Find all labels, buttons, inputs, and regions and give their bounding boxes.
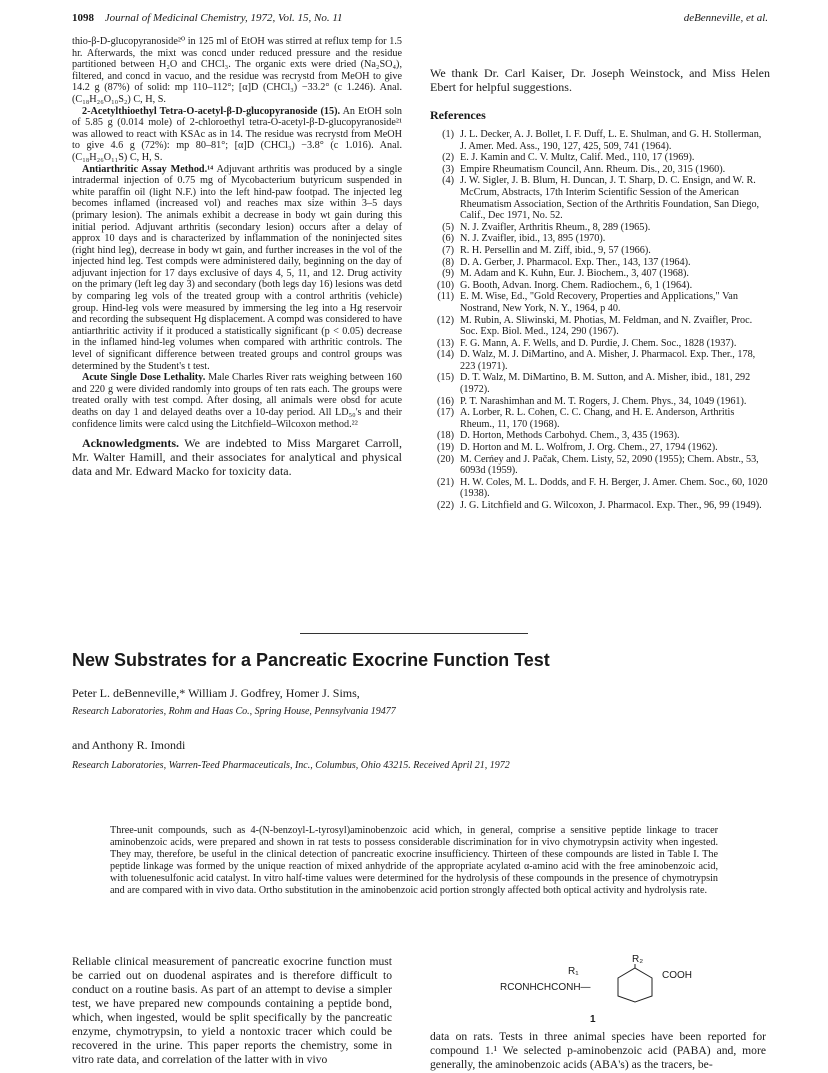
reference-text: M. Rubin, A. Sliwinski, M. Photias, M. Feldman, and N. Zvaifler, Proc. Soc. Exp. Biol. Med., 124, 290 (1967). <box>460 314 753 338</box>
reference-number: (2) <box>442 152 454 164</box>
experimental-paragraph: thio-β-D-glucopyranoside²⁰ in 125 ml of EtOH was stirred at reflux temp for 1.5 hr. Afterwards, the mixt was concd under reduced pressure and the residue partitioned between H₂O and CHCl₃. The organic exts were dried (Na₂SO₄), filtered, and concd in vacuo, and the residue was recrystd from MeOH to give 14.2 g (87%) of solid: mp 110–112°; [α]D (CHCl₃) −33.2° (c 1.246). Anal. (C₁₈H₂₆O₁₀S₂) C, H, S. <box>72 36 402 105</box>
affiliation-1: Research Laboratories, Rohm and Haas Co., Spring House, Pennsylvania 19477 <box>72 706 396 717</box>
page-header <box>72 12 768 28</box>
section-heading: 2-Acetylthioethyl Tetra-O-acetyl-β-D-glucopyranoside (15). <box>82 105 341 117</box>
journal-citation: Journal of Medicinal Chemistry, 1972, Vol. 15, No. 11 <box>104 12 343 24</box>
reference-item <box>430 129 770 152</box>
left-column <box>72 36 402 478</box>
reference-item <box>430 280 770 292</box>
reference-text: J. L. Decker, A. J. Bollet, I. F. Duff, L. E. Shulman, and G. H. Stollerman, J. Amer. Med. Ass., 190, 127, 425, 509, 741 (1964). <box>460 129 762 152</box>
reference-text: H. W. Coles, M. L. Dodds, and F. H. Berger, J. Amer. Chem. Soc., 60, 1020 (1938). <box>460 476 768 500</box>
reference-text: D. Horton and M. L. Wolfrom, J. Org. Chem., 27, 1794 (1962). <box>460 442 718 454</box>
reference-text: E. M. Wise, Ed., "Gold Recovery, Properties and Applications," Van Nostrand, New York, N. Y., 1964, p 40. <box>460 291 738 314</box>
reference-item <box>430 407 770 430</box>
reference-number: (6) <box>442 233 454 245</box>
reference-number: (15) <box>437 372 454 384</box>
references-heading: References <box>430 108 486 122</box>
thanks-text: We thank Dr. Carl Kaiser, Dr. Joseph Weinstock, and Miss Helen Ebert for helpful suggestions. <box>430 66 770 94</box>
reference-number: (5) <box>442 221 454 233</box>
section-divider <box>300 633 528 634</box>
structure-formula: RCONHCHCONH— <box>500 982 591 993</box>
reference-item <box>430 338 770 350</box>
structure-r2: R₂ <box>632 954 644 965</box>
reference-number: (17) <box>437 407 454 419</box>
reference-text: D. Walz, M. J. DiMartino, and A. Misher, J. Pharmacol. Exp. Ther., 178, 223 (1971). <box>460 349 756 372</box>
affiliation-2: Research Laboratories, Warren-Teed Pharmaceuticals, Inc., Columbus, Ohio 43215. Received April 21, 1972 <box>72 760 510 771</box>
reference-item <box>430 315 770 338</box>
reference-text: J. W. Sigler, J. B. Blum, H. Duncan, J. T. Sharp, D. C. Ensign, and W. R. McCrum, Abstracts, 17th Interim Scientific Session of the American Rheumatism Association, Section of the Arthritis Foundation, San Diego, Calif., Dec 1971, No. 52. <box>460 175 760 222</box>
article-title: New Substrates for a Pancreatic Exocrine Function Test <box>72 650 550 670</box>
reference-item <box>430 430 770 442</box>
reference-number: (3) <box>442 163 454 175</box>
reference-item <box>430 500 770 512</box>
reference-text: N. J. Zvaifler, ibid., 13, 895 (1970). <box>460 233 606 245</box>
reference-item <box>430 152 770 164</box>
reference-number: (10) <box>437 279 454 291</box>
reference-text: E. J. Kamin and C. V. Multz, Calif. Med., 110, 17 (1969). <box>460 152 695 164</box>
reference-text: N. J. Zvaifler, Arthritis Rheum., 8, 289 (1965). <box>460 221 651 233</box>
paragraph-text: An EtOH soln of 5.85 g (0.014 mole) of 2-chloroethyl tetra-O-acetyl-β-D-glucopyranoside²¹ was allowed to react with KSAc as in 14. The residue was recrystd from MeOH to give 4.6 g (72%): mp 80–81°; [α]D (CHCl₃) −3.8° (c 1.016). Anal. (C₁₈H₂₆O₁₁S) C, H, S. <box>72 105 402 163</box>
reference-item <box>430 257 770 269</box>
section-heading: Antiarthritic Assay Method.¹⁴ <box>82 163 214 175</box>
compound-number: 1 <box>590 1014 596 1025</box>
reference-number: (12) <box>437 314 454 326</box>
body-text-left: Reliable clinical measurement of pancreatic exocrine function must be carried out on duodenal aspirates and is therefore difficult to conduct on a routine basis. As part of an attempt to devise a simpler test, we have prepared new compounds containing a peptide bond, which, when ingested, would be split specifically by the pancreatic enzyme, chymotrypsin, to yield a nontoxic tracer which could be recovered in the urine. This paper reports the chemistry, some in vitro rate data, and correlation of the latter with in vivo <box>72 955 392 1066</box>
reference-item <box>430 372 770 395</box>
reference-text: D. A. Gerber, J. Pharmacol. Exp. Ther., 143, 137 (1964). <box>460 256 691 268</box>
acknowledgments-heading: Acknowledgments. <box>82 436 180 451</box>
reference-number: (8) <box>442 256 454 268</box>
reference-number: (22) <box>437 500 454 511</box>
reference-text: G. Booth, Advan. Inorg. Chem. Radiochem., 6, 1 (1964). <box>460 279 693 291</box>
structure-r1: R₁ <box>568 966 579 977</box>
reference-number: (19) <box>437 442 454 454</box>
reference-item <box>430 164 770 176</box>
section-heading: Acute Single Dose Lethality. <box>82 372 206 384</box>
compound-15-paragraph <box>72 106 402 164</box>
reference-text: D. T. Walz, M. DiMartino, B. M. Sutton, and A. Misher, ibid., 181, 292 (1972). <box>460 372 751 396</box>
reference-item <box>430 233 770 245</box>
reference-item <box>430 268 770 280</box>
running-author: deBenneville, et al. <box>683 12 768 24</box>
page-number: 1098 <box>72 12 94 24</box>
reference-number: (16) <box>437 395 454 407</box>
lethality-paragraph <box>72 372 402 430</box>
reference-item <box>430 442 770 454</box>
reference-item <box>430 349 770 372</box>
structure-cooh: COOH <box>662 970 692 981</box>
reference-text: P. T. Narashimhan and M. T. Rogers, J. Chem. Phys., 34, 1049 (1961). <box>460 395 747 407</box>
abstract: Three-unit compounds, such as 4-(N-benzoyl-L-tyrosyl)aminobenzoic acid which, in general, comprise a sensitive peptide linkage to tracer aminobenzoic acids, were prepared and shown in rat tests to possess considerable discrimination for in vivo chymotrypsin activity when ingested. They may, therefore, be useful in the clinical detection of pancreatic exocrine insufficiency. Thirteen of these compounds are listed in Table I. The peptide linkage was formed by the unique reaction of mixed anhydride of the appropriate acylated α-amino acid with the free aminobenzoic acid, with toluenesulfonic acid catalyst. In vitro half-time values were determined for the hydrolysis of these compounds in the presence of chymotrypsin and are compared with in vivo data. Ortho substitution in the aminobenzoic acid portion strongly affected both optical activity and hydrolysis rate. <box>110 825 718 896</box>
reference-number: (11) <box>437 291 454 303</box>
reference-item <box>430 477 770 500</box>
reference-number: (1) <box>442 129 454 140</box>
reference-item <box>430 222 770 234</box>
reference-item <box>430 245 770 257</box>
paragraph-text: Adjuvant arthritis was produced by a single intradermal injection of 0.75 mg of Mycobacterium butyricum suspended in white paraffin oil (light N.F.) into the left hind-paw footpad. The injected leg becomes inflamed (increased vol) and reaches max size within 3–5 days (primary lesion). The animals exhibit a decrease in body wt gain during this initial period. Adjuvant arthritis (secondary lesion) occurs after a delay of approx 10 days and is characterized by inflammation of the noninjected sites (right hind leg), decrease in body wt gain, and further increases in the vol of the injected hind leg. Test compds were administered daily, beginning on the day of adjuvant injection for 17 days exclusive of days 4, 5, 11, and 12. Drug activity on the primary (left leg day 3) and secondary (both legs day 16) lesions was detd by comparing leg vols of the treated group with a control arthritis (vehicle) group. Hind-leg vols were measured by immersing the leg into a Hg reservoir and recording the subsequent Hg displacement. A compd was considered to have antiarthritic activity if it produced a statistically significant (p < 0.05) decrease in the inflamed hind-leg volumes when compared with arthritic controls. The level of significant difference between treated groups and control groups was determined by the Student's t test. <box>72 163 402 372</box>
reference-number: (21) <box>437 476 454 488</box>
reference-text: F. G. Mann, A. F. Wells, and D. Purdie, J. Chem. Soc., 1828 (1937). <box>460 337 737 349</box>
paragraph-text: Male Charles River rats weighing between 160 and 220 g were divided randomly into groups of ten rats each. The groups were treated orally with test compd. After dosing, all animals were obsd for acute deaths on day 1 and delayed deaths over a 10-day period. All LD₅₀'s and their confidence limits were calcd using the Litchfield–Wilcoxon method.²² <box>72 372 403 430</box>
reference-text: M. Adam and K. Kuhn, Eur. J. Biochem., 3, 407 (1968). <box>460 268 689 280</box>
benzene-ring-icon <box>610 964 660 1004</box>
reference-number: (18) <box>437 430 454 442</box>
reference-number: (13) <box>437 337 454 349</box>
assay-paragraph <box>72 164 402 373</box>
reference-number: (7) <box>442 244 454 256</box>
reference-text: Empire Rheumatism Council, Ann. Rheum. Dis., 20, 315 (1960). <box>460 163 726 175</box>
reference-item <box>430 291 770 314</box>
reference-text: J. G. Litchfield and G. Wilcoxon, J. Pharmacol. Exp. Ther., 96, 99 (1949). <box>460 500 762 511</box>
reference-item <box>430 396 770 408</box>
acknowledgments <box>72 436 402 478</box>
reference-text: M. Cerńey and J. Pačak, Chem. Listy, 52, 2090 (1955); Chem. Abstr., 53, 6093d (1959). <box>460 453 759 477</box>
acknowledgments-text: We are indebted to Miss Margaret Carroll, Mr. Walter Hamill, and their associates for analytical and physical data and Mr. Edward Macko for toxicity data. <box>72 436 402 479</box>
reference-text: A. Lorber, R. L. Cohen, C. C. Chang, and H. E. Anderson, Arthritis Rheum., 11, 170 (1968). <box>460 407 735 430</box>
body-text-right: data on rats. Tests in three animal species have been reported for compound 1.¹ We selected p-aminobenzoic acid (PABA) and, more generally, the aminobenzoic acids (ABA's) as the tracers, be- <box>430 1030 766 1071</box>
references-list <box>430 129 770 512</box>
reference-item <box>430 454 770 477</box>
authors-line-2: and Anthony R. Imondi <box>72 738 186 752</box>
reference-text: D. Horton, Methods Carbohyd. Chem., 3, 435 (1963). <box>460 430 680 442</box>
authors-line-1: Peter L. deBenneville,* William J. Godfrey, Homer J. Sims, <box>72 686 360 700</box>
chemical-structure <box>500 954 720 1028</box>
reference-item <box>430 175 770 221</box>
reference-text: R. H. Persellin and M. Ziff, ibid., 9, 57 (1966). <box>460 244 651 256</box>
reference-number: (20) <box>437 453 454 465</box>
reference-number: (9) <box>442 268 454 280</box>
reference-number: (14) <box>437 349 454 361</box>
right-column <box>430 66 770 512</box>
reference-number: (4) <box>442 175 454 187</box>
